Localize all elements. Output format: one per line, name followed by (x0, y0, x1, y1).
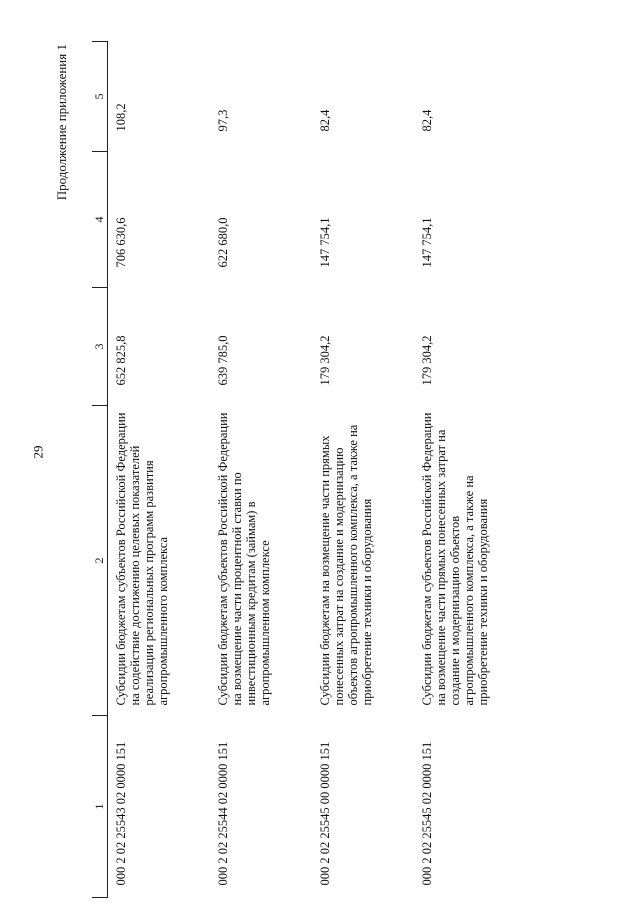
value-col4: 147 754,1 (419, 217, 434, 268)
table-header-row (92, 42, 108, 898)
continuation-label: Продолжение приложения 1 (54, 44, 69, 201)
table-row (312, 42, 414, 898)
value-col3: 179 304,2 (317, 335, 332, 386)
column-header: 1 (92, 716, 108, 898)
table-row (414, 42, 520, 898)
value-col4: 706 630,6 (114, 217, 128, 268)
description: Субсидии бюджетам на возмещение части прямых понесенных затрат на создание и модернизацию объектов агропромышленного комплекса, а также на приобретение техники и оборудования (317, 424, 374, 706)
description: Субсидии бюджетам субъектов Российской Федерации на содействие достижению целевых показателей реализации региональных программ развития агропромышленного комплекса (114, 412, 170, 706)
column-header: 2 (92, 406, 108, 716)
page-number: 29 (30, 445, 46, 459)
rotated-content (54, 42, 570, 898)
budget-code: 000 2 02 25545 02 0000 151 (419, 741, 434, 886)
value-col5: 82,4 (317, 109, 332, 132)
column-header: 4 (92, 152, 108, 288)
column-header: 3 (92, 288, 108, 406)
budget-code: 000 2 02 25545 00 0000 151 (317, 741, 332, 886)
data-table (92, 41, 520, 898)
table-row (210, 42, 312, 898)
value-col3: 652 825,8 (114, 335, 128, 386)
value-col5: 108,2 (114, 103, 128, 132)
value-col4: 622 680,0 (215, 217, 230, 268)
value-col3: 639 785,0 (215, 335, 230, 386)
value-col3: 179 304,2 (419, 335, 434, 386)
description: Субсидии бюджетам субъектов Российской Федерации на возмещение части процентной ставки по инвестиционным кредитам (займам) в агропромышленном комплексе (215, 412, 272, 706)
description: Субсидии бюджетам субъектов Российской Федерации на возмещение части прямых понесенных затрат на создание и модернизацию объектов агропромышленного комплекса, а также на приобретение техники и оборудования (419, 412, 490, 706)
table-row (108, 42, 210, 898)
value-col5: 97,3 (215, 109, 230, 132)
budget-code: 000 2 02 25543 02 0000 151 (114, 741, 128, 886)
value-col4: 147 754,1 (317, 217, 332, 268)
budget-code: 000 2 02 25544 02 0000 151 (215, 741, 230, 886)
column-header: 5 (92, 42, 108, 152)
value-col5: 82,4 (419, 109, 434, 132)
